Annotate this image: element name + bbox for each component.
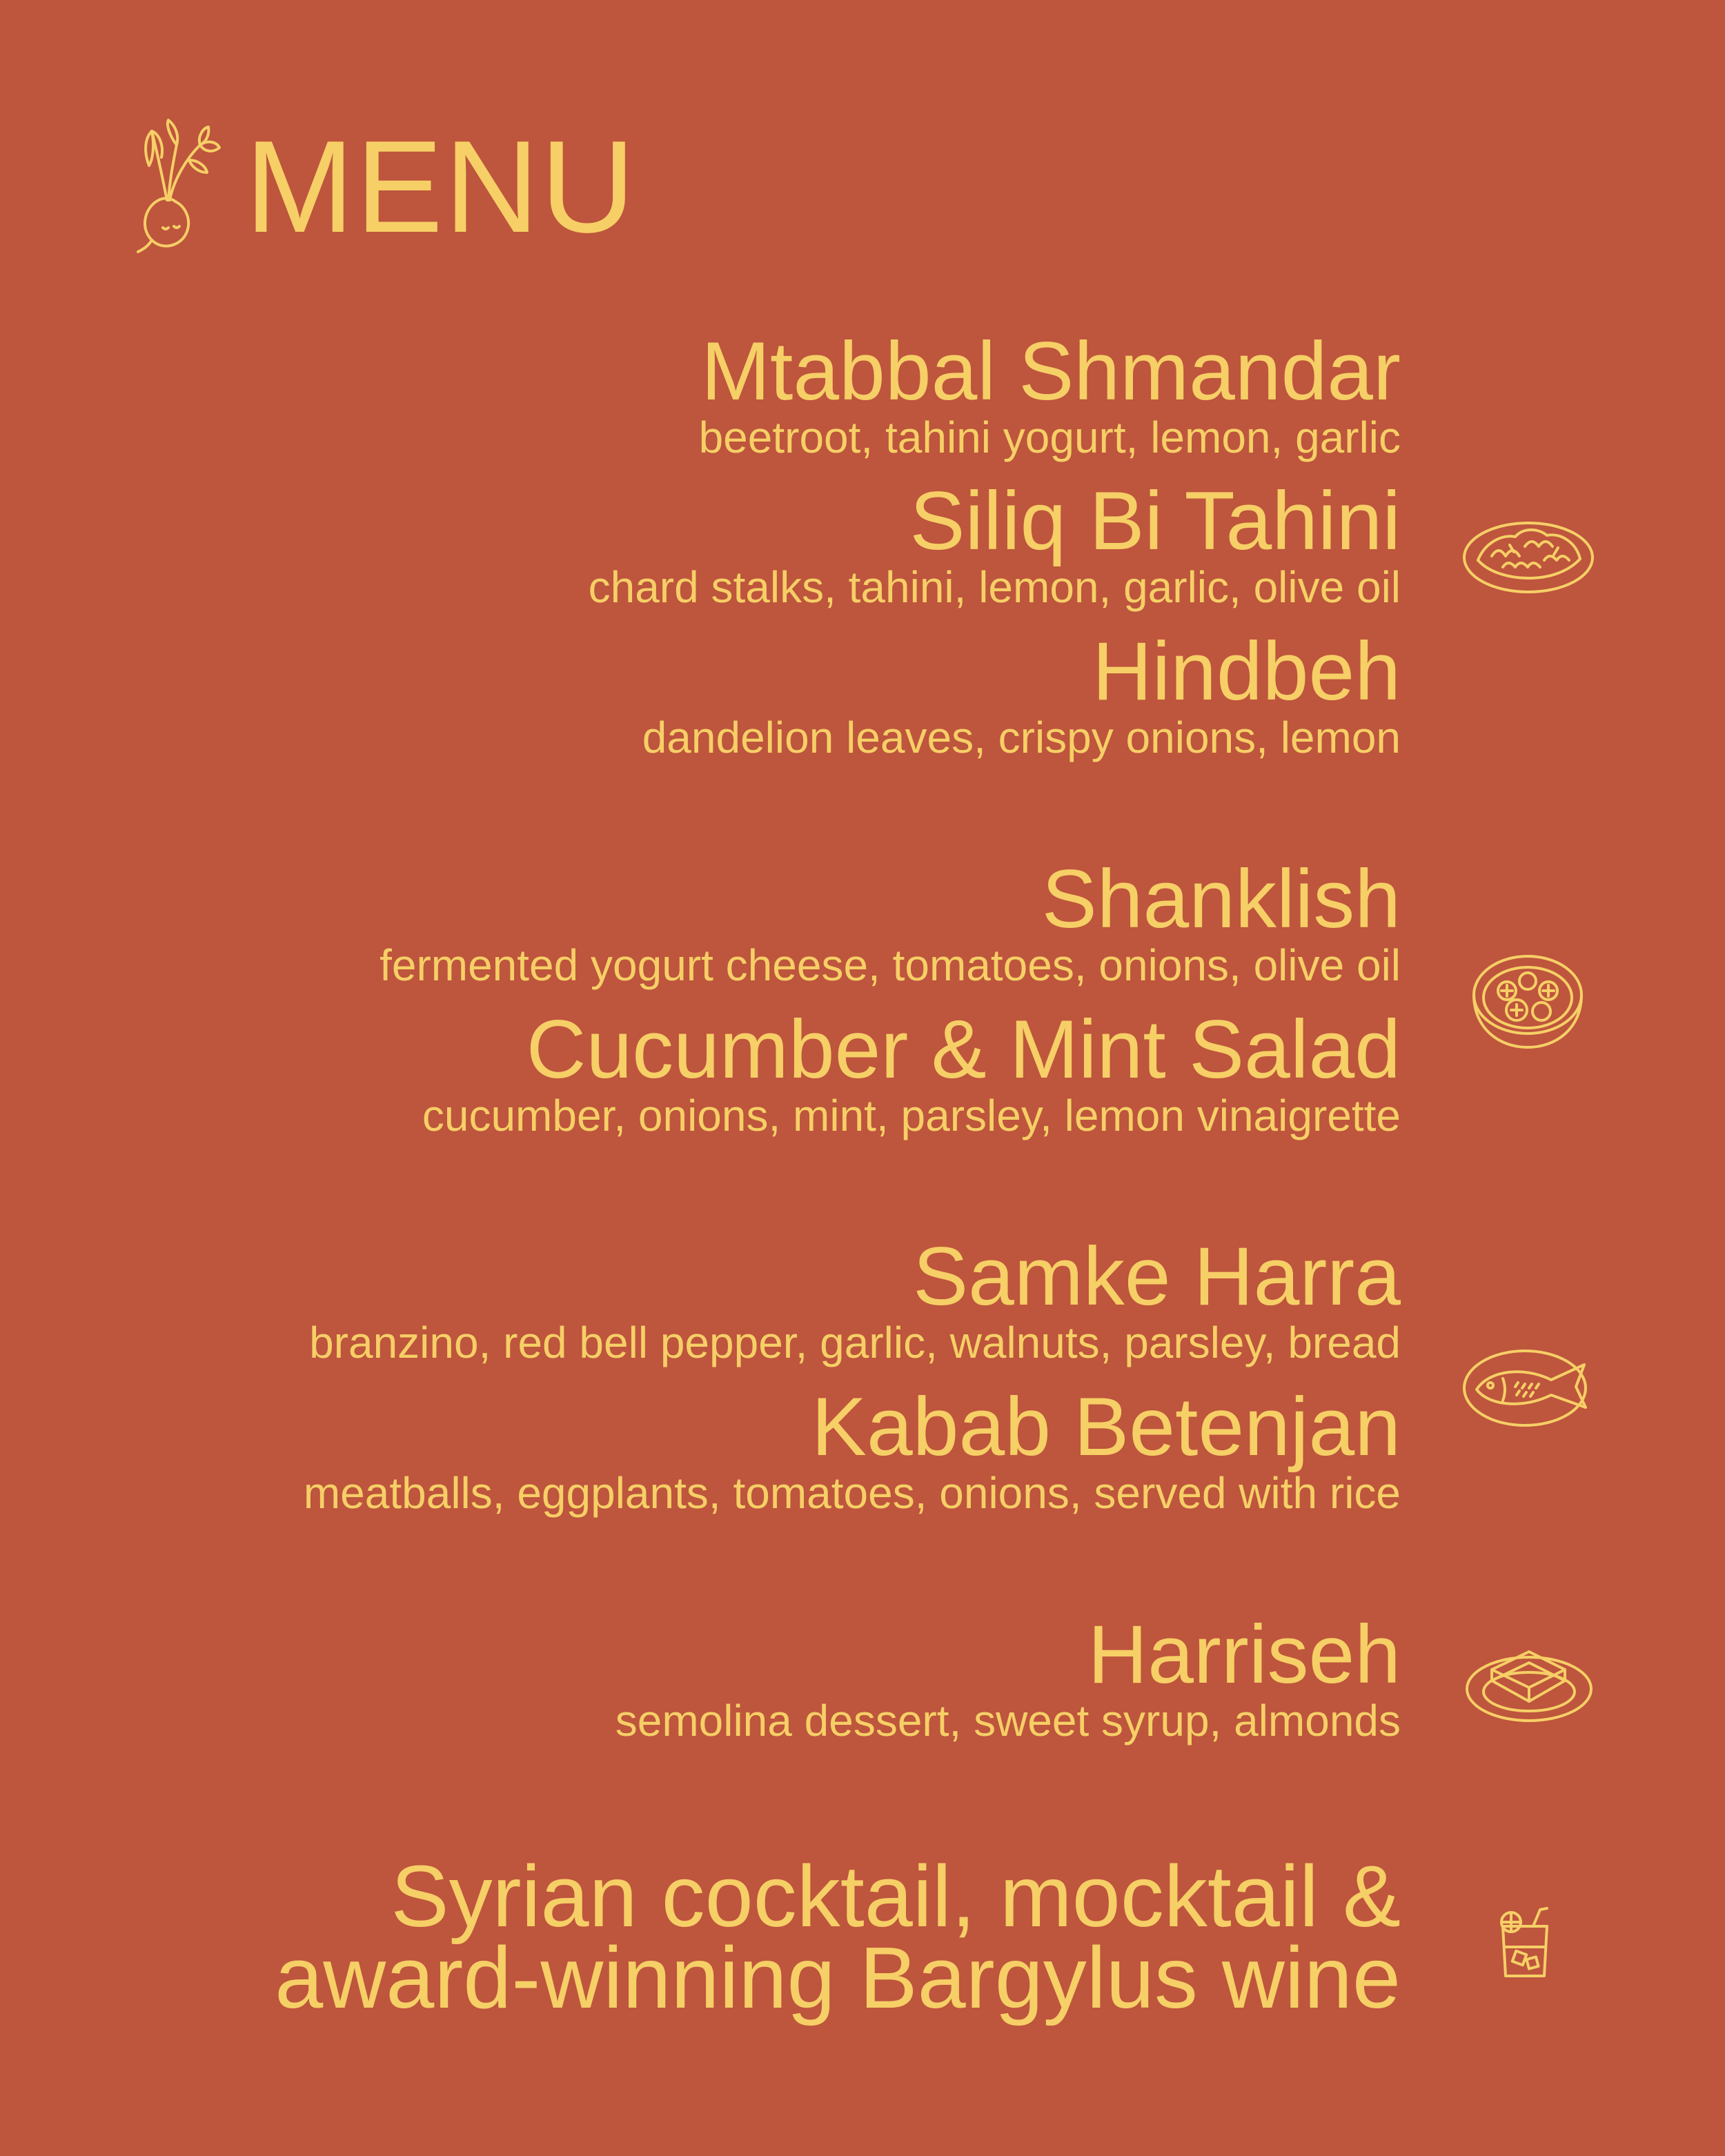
item-name: Mtabbal Shmandar bbox=[701, 325, 1401, 417]
menu-item bbox=[422, 1003, 1401, 1140]
menu-item bbox=[642, 625, 1401, 762]
item-description: beetroot, tahini yogurt, lemon, garlic bbox=[698, 413, 1401, 462]
menu-item bbox=[303, 1381, 1401, 1518]
menu-item bbox=[615, 1608, 1401, 1745]
item-name: Kabab Betenjan bbox=[811, 1381, 1401, 1473]
item-description: semolina dessert, sweet syrup, almonds bbox=[615, 1696, 1401, 1745]
item-description: chard stalks, tahini, lemon, garlic, olive oil bbox=[588, 562, 1401, 612]
item-name: Cucumber & Mint Salad bbox=[526, 1003, 1401, 1096]
salad-bowl-icon bbox=[1468, 952, 1587, 1051]
item-name: Samke Harra bbox=[913, 1230, 1401, 1323]
menu-item bbox=[309, 1230, 1401, 1367]
page-title: MENU bbox=[245, 114, 637, 260]
drinks-note bbox=[275, 1848, 1401, 2026]
beetroot-icon bbox=[131, 117, 221, 255]
salad-plate-icon bbox=[1461, 515, 1595, 595]
item-name: Hindbeh bbox=[1092, 625, 1401, 718]
item-description: dandelion leaves, crispy onions, lemon bbox=[642, 713, 1401, 762]
menu-item bbox=[379, 853, 1401, 990]
item-description: cucumber, onions, mint, parsley, lemon vinaigrette bbox=[422, 1091, 1401, 1140]
cocktail-glass-icon bbox=[1496, 1906, 1558, 1981]
item-name: Harriseh bbox=[1087, 1608, 1401, 1701]
item-description: meatballs, eggplants, tomatoes, onions, served with rice bbox=[303, 1468, 1401, 1518]
item-name: Siliq Bi Tahini bbox=[909, 475, 1401, 567]
menu-item bbox=[698, 325, 1401, 462]
fish-plate-icon bbox=[1461, 1345, 1597, 1428]
item-name: Shanklish bbox=[1041, 853, 1401, 945]
item-description: branzino, red bell pepper, garlic, walnuts, parsley, bread bbox=[309, 1318, 1401, 1367]
drinks-line: award-winning Bargylus wine bbox=[275, 1929, 1401, 2026]
dessert-plate-icon bbox=[1461, 1642, 1597, 1725]
item-description: fermented yogurt cheese, tomatoes, onions, olive oil bbox=[379, 940, 1401, 990]
drinks-line: Syrian cocktail, mocktail & bbox=[391, 1848, 1401, 1945]
menu-item bbox=[588, 475, 1401, 612]
